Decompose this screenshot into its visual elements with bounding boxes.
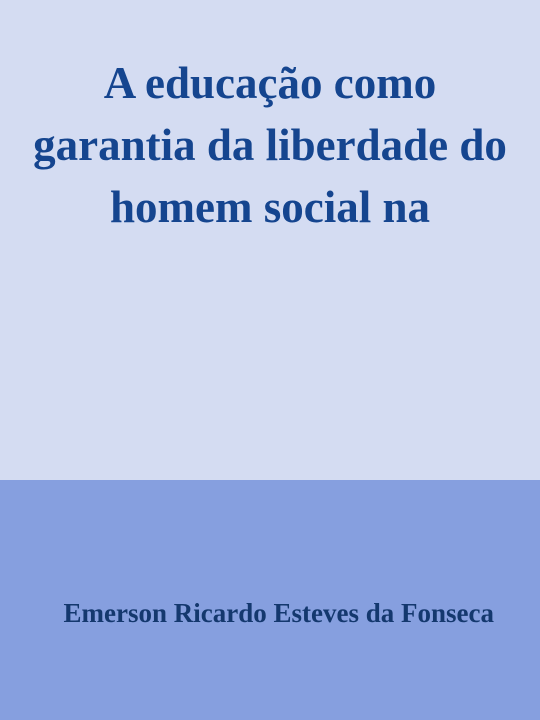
book-title: A educação como garantia da liberdade do homem social na xyxy=(33,58,507,232)
book-author: Emerson Ricardo Esteves da Fonseca xyxy=(63,598,494,628)
